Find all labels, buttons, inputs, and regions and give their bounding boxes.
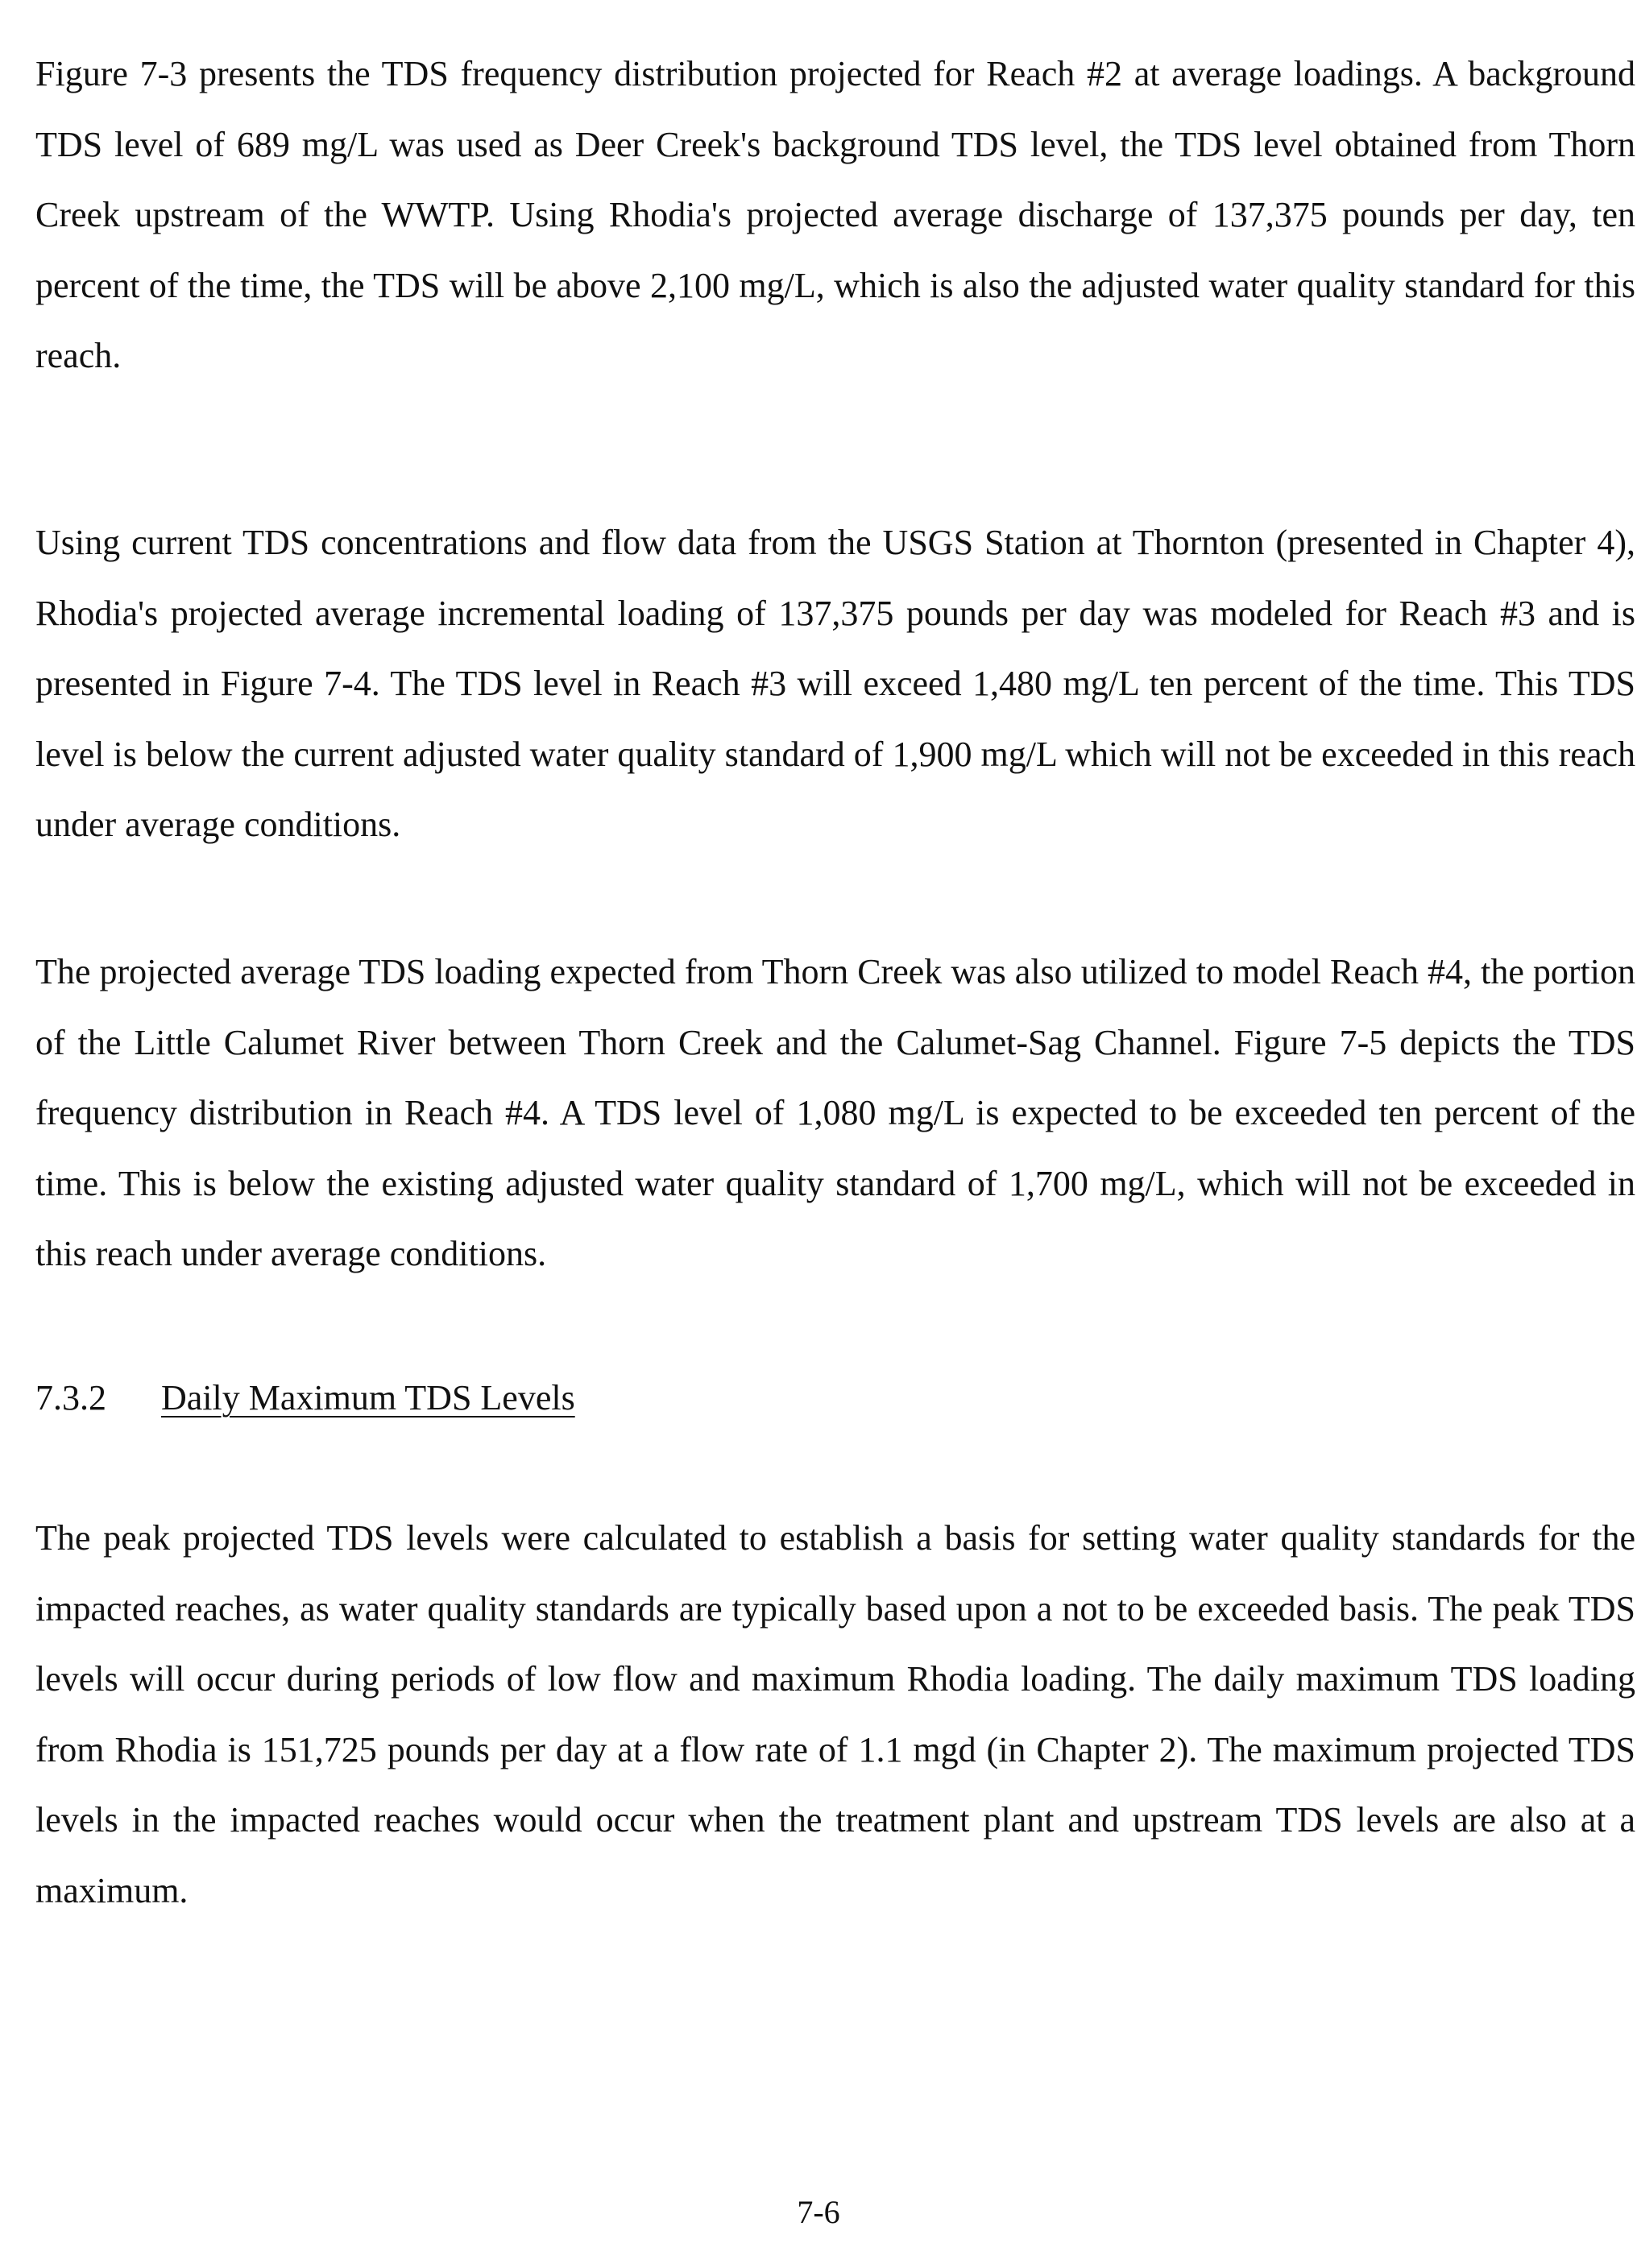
section-heading	[35, 1363, 575, 1434]
paragraph-daily-maximum: The peak projected TDS levels were calculated to establish a basis for setting water quality standards for the impacted reaches, as water quality standards are typically based upon a not to be exceeded basis. The peak TDS levels will occur during periods of low flow and maximum Rhodia loading. The daily maximum TDS loading from Rhodia is 151,725 pounds per day at a flow rate of 1.1 mgd (in Chapter 2). The maximum projected TDS levels in the impacted reaches would occur when the treatment plant and upstream TDS levels are also at a maximum.	[35, 1518, 1635, 1910]
section-title: Daily Maximum TDS Levels	[161, 1378, 575, 1418]
section-number: 7.3.2	[35, 1378, 106, 1418]
paragraph-reach-2: Figure 7-3 presents the TDS frequency distribution projected for Reach #2 at average loadings. A background TDS level of 689 mg/L was used as Deer Creek's background TDS level, the TDS level obtained from Thorn Creek upstream of the WWTP. Using Rhodia's projected average discharge of 137,375 pounds per day, ten percent of the time, the TDS will be above 2,100 mg/L, which is also the adjusted water quality standard for this reach.	[35, 54, 1635, 375]
page-number: 7-6	[797, 2194, 840, 2230]
paragraph-reach-4: The projected average TDS loading expected from Thorn Creek was also utilized to model Reach #4, the portion of the Little Calumet River between Thorn Creek and the Calumet-Sag Channel. Figure 7-5 depicts the TDS frequency distribution in Reach #4. A TDS level of 1,080 mg/L is expected to be exceeded ten percent of the time. This is below the existing adjusted water quality standard of 1,700 mg/L, which will not be exceeded in this reach under average conditions.	[35, 952, 1635, 1273]
paragraph-reach-3: Using current TDS concentrations and flow data from the USGS Station at Thornton (presented in Chapter 4), Rhodia's projected average incremental loading of 137,375 pounds per day was modeled for Reach #3 and is presented in Figure 7-4. The TDS level in Reach #3 will exceed 1,480 mg/L ten percent of the time. This TDS level is below the current adjusted water quality standard of 1,900 mg/L which will not be exceeded in this reach under average conditions.	[35, 523, 1635, 844]
